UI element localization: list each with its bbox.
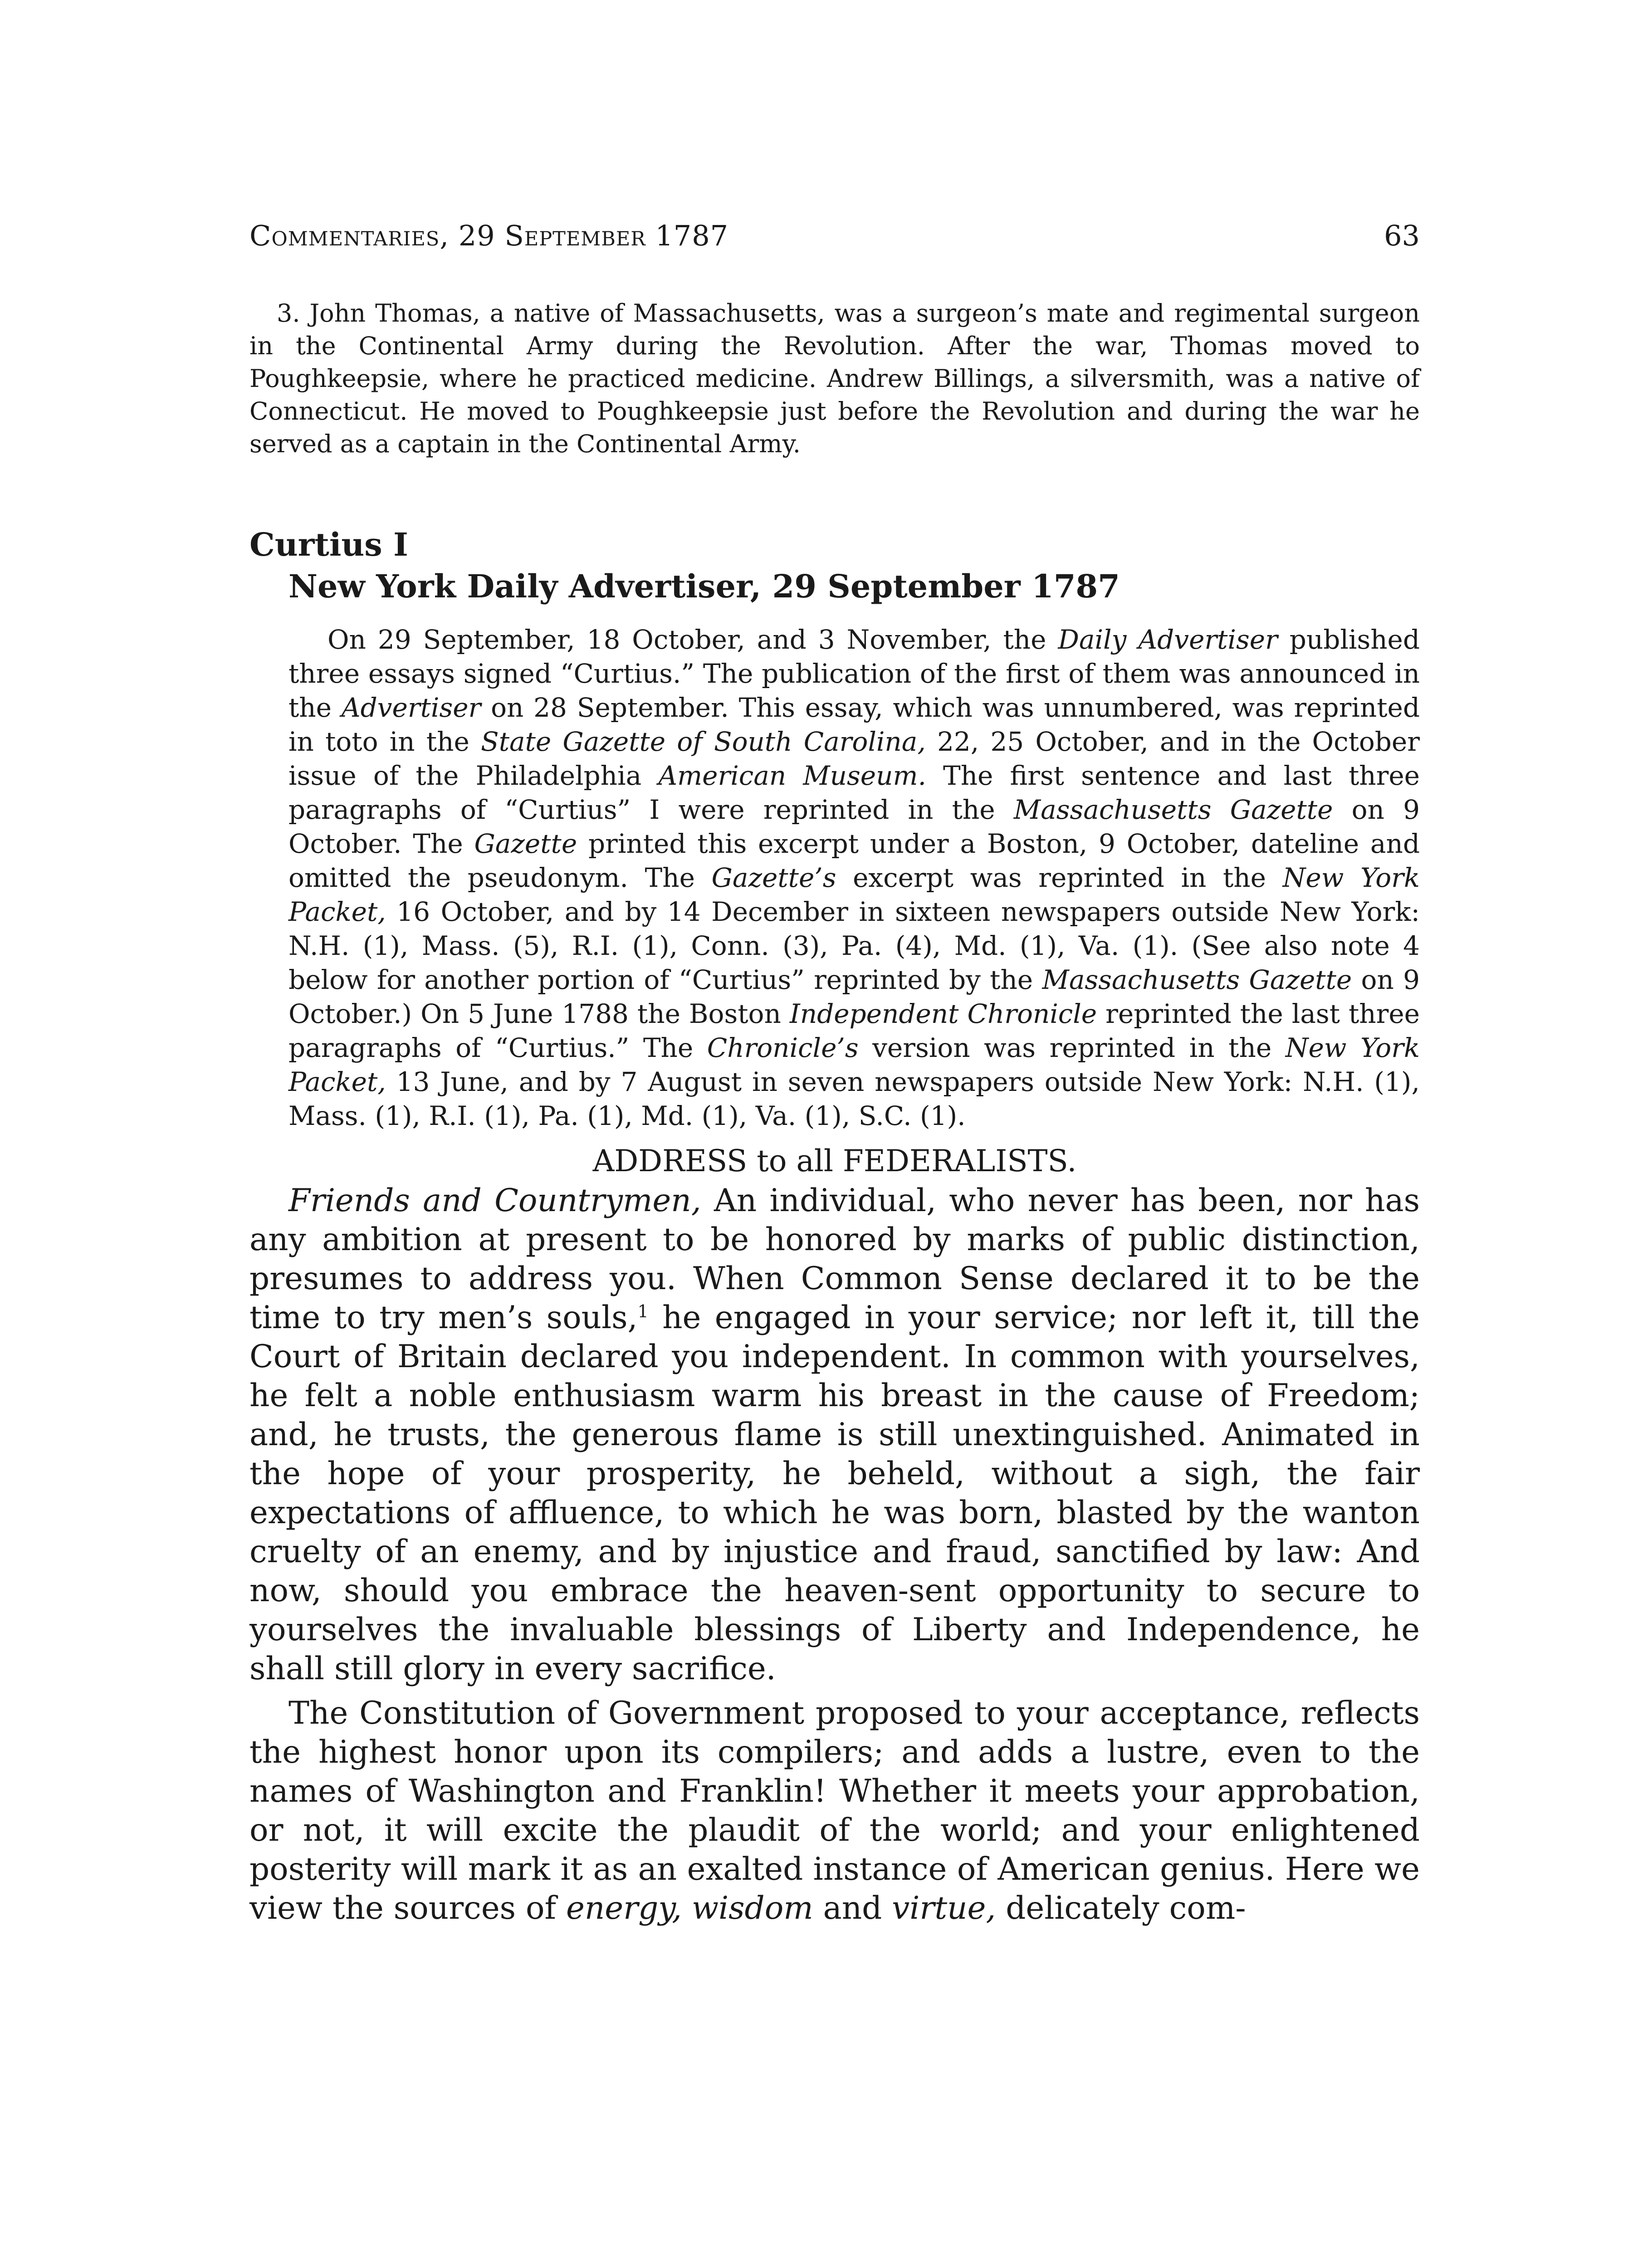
editorial-headnote (288, 623, 1420, 1133)
headnote-italic-segment: New York Packet, (288, 862, 1420, 927)
headnote-italic-segment: Massachusetts Gazette (1042, 964, 1352, 995)
headnote-italic-segment: Independent Chronicle (789, 998, 1097, 1029)
salutation: Friends and Countrymen, (288, 1183, 701, 1219)
running-head (249, 218, 1420, 254)
note-reference-1: 1 (637, 1301, 649, 1321)
headnote-italic-segment: Massachusetts Gazette (1013, 794, 1333, 825)
headnote-segment: on 28 September. This essay, which was unnumbered, was reprinted in toto in the (288, 692, 1420, 757)
paragraph-2-text-d: delicately com- (996, 1890, 1246, 1926)
document-page (249, 218, 1420, 1933)
headnote-segment: 22, 25 October, and in the October issue of the Philadelphia (288, 726, 1420, 791)
paragraph-2-text-a: The Constitution of Government proposed to your acceptance, reflects the highest honor upon its compilers; and adds a lustre, even to the names of Washington and Franklin! Whether it meets your approbation, or not, it will excite the plaudit of the world; and your enlightened posterity will mark it as an exalted instance of American genius. Here we view the sources of (249, 1695, 1420, 1926)
headnote-segment: on 9 October.) On 5 June 1788 the Boston (288, 964, 1420, 1029)
headnote-italic-segment: Gazette (474, 828, 577, 859)
body-paragraph-1 (249, 1181, 1420, 1688)
headnote-segment: 16 October, and by 14 December in sixteen newspapers outside New York: N.H. (1), Mass. (5), R.I. (1), Conn. (3), Pa. (4), Md. (1), Va. (1). (See also note 4 below for another portion of “Curtius” reprinted by the (288, 896, 1420, 995)
headnote-italic-segment: New York Packet, (288, 1032, 1420, 1097)
headnote-italic-segment: Advertiser (341, 692, 481, 723)
running-head-title: Commentaries, 29 September 1787 (249, 219, 729, 252)
document-title: Curtius I (249, 526, 408, 563)
headnote-segment: on 9 October. The (288, 794, 1420, 859)
italic-energy: energy, (566, 1890, 682, 1926)
headnote-italic-segment: State Gazette of South Carolina, (480, 726, 926, 757)
headnote-italic-segment: American Museum. (658, 760, 926, 791)
italic-wisdom: wisdom (691, 1890, 813, 1926)
headnote-segment: excerpt was reprinted in the (836, 862, 1283, 893)
paragraph-2-text-b (682, 1890, 692, 1926)
footnote-3: 3. John Thomas, a native of Massachusetts, was a surgeon’s mate and regimental surgeon in the Continental Army during the Revolution. After the war, Thomas moved to Poughkeepsie, where he practiced medicine. Andrew Billings, a silversmith, was a native of Connecticut. He moved to Poughkeepsie just before the Revolution and during the war he served as a captain in the Continental Army. (249, 299, 1420, 458)
headnote-segment: On 29 September, 18 October, and 3 November, the (328, 624, 1058, 655)
paragraph-1-text-a: An individual, who never has been, nor has any ambition at present to be honored by marks of public distinction, presumes to address you. When Common Sense declared it to be the time to try men’s souls, (249, 1183, 1420, 1336)
paragraph-2-text-c: and (813, 1890, 892, 1926)
headnote-segment: 13 June, and by 7 August in seven newspapers outside New York: N.H. (1), Mass. (1), R.I. (1), Pa. (1), Md. (1), Va. (1), S.C. (1). (288, 1066, 1420, 1131)
headnote-segment: reprinted the last three paragraphs of “Curtius.” The (288, 998, 1420, 1063)
headnote-segment: version was reprinted in the (858, 1032, 1286, 1063)
address-title: ADDRESS to all FEDERALISTS. (592, 1144, 1077, 1178)
headnote-segment: printed this excerpt under a Boston, 9 October, dateline and omitted the pseudonym. The (288, 828, 1420, 893)
page-number: 63 (1384, 219, 1420, 252)
headnote-italic-segment: Daily Advertiser (1058, 624, 1278, 655)
document-source: New York Daily Advertiser, 29 September 1787 (288, 567, 1120, 605)
italic-virtue: virtue, (892, 1890, 996, 1926)
paragraph-1-text-b: he engaged in your service; nor left it, till the Court of Britain declared you independent. In common with yourselves, he felt a noble enthusiasm warm his breast in the cause of Freedom; and, he trusts, the generous flame is still unextinguished. Animated in the hope of your prosperity, he beheld, without a sigh, the fair expectations of affluence, to which he was born, blasted by the wanton cruelty of an enemy, and by injustice and fraud, sanctified by law: And now, should you embrace the heaven-sent opportunity to secure to yourselves the invaluable blessings of Liberty and Independence, he shall still glory in every sacrifice. (249, 1300, 1420, 1687)
body-paragraph-2 (249, 1694, 1420, 1928)
headnote-segment: published three essays signed “Curtius.” The publication of the first of them was announced in the (288, 624, 1420, 723)
headnote-italic-segment: Gazette’s (711, 862, 836, 893)
headnote-segment: The first sentence and last three paragraphs of “Curtius” I were reprinted in the (288, 760, 1420, 825)
headnote-italic-segment: Chronicle’s (707, 1032, 859, 1063)
